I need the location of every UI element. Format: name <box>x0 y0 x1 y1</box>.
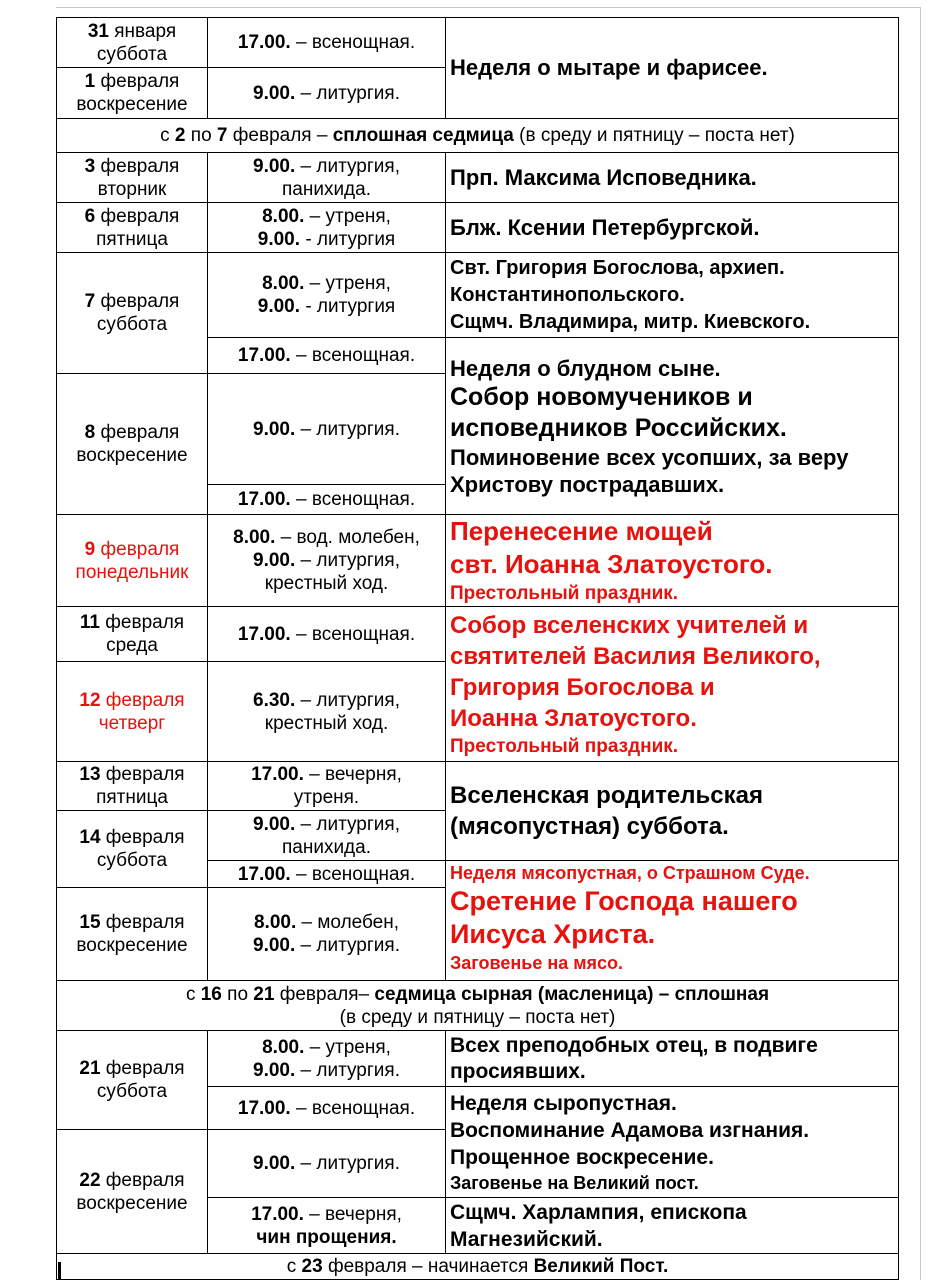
page-right-edge <box>920 7 921 1280</box>
time-cell: 17.00. – всенощная. <box>208 1087 446 1130</box>
time-cell: 17.00. – вечерня, чин прощения. <box>208 1198 446 1254</box>
time-cell: 9.00. – литургия. <box>208 68 446 119</box>
time-cell: 8.00. – молебен, 9.00. – литургия. <box>208 888 446 981</box>
table-row <box>57 203 899 253</box>
date-cell: 22 февраля воскресение <box>57 1130 208 1254</box>
event-cell: Прп. Максима Исповедника. <box>446 153 899 203</box>
date-cell: 8 февраля воскресение <box>57 374 208 515</box>
table-row <box>57 153 899 203</box>
date-cell: 15 февраля воскресение <box>57 888 208 981</box>
table-row <box>57 253 899 338</box>
table-row <box>57 1031 899 1087</box>
date-cell: 3 февраля вторник <box>57 153 208 203</box>
time-cell: 17.00. – всенощная. <box>208 485 446 515</box>
date-cell: 31 января суббота <box>57 18 208 68</box>
event-cell: Свт. Григория Богослова, архиеп. Константинопольского. Сщмч. Владимира, митр. Киевского. <box>446 253 899 338</box>
page-top-edge <box>56 7 920 8</box>
time-cell: 9.00. – литургия, панихида. <box>208 153 446 203</box>
time-cell: 9.00. – литургия, панихида. <box>208 811 446 861</box>
feast-cell: Перенесение мощей свт. Иоанна Златоустого. Престольный праздник. <box>446 515 899 607</box>
date-cell: 11 февраля среда <box>57 607 208 662</box>
event-cell: Всех преподобных отец, в подвиге просиявших. <box>446 1031 899 1087</box>
feast-cell: Неделя мясопустная, о Страшном Суде. Сретение Господа нашего Иисуса Христа. Заговенье на мясо. <box>446 861 899 981</box>
week-note-row <box>57 119 899 153</box>
time-cell: 9.00. – литургия. <box>208 1130 446 1198</box>
event-cell: Неделя о мытаре и фарисее. <box>446 18 899 119</box>
time-cell: 17.00. – всенощная. <box>208 607 446 662</box>
time-cell: 6.30. – литургия, крестный ход. <box>208 662 446 762</box>
week-note: с 16 по 21 февраля– седмица сырная (масленица) – сплошная (в среду и пятницу – поста нет) <box>57 981 899 1031</box>
event-cell: Неделя сыропустная. Воспоминание Адамова изгнания. Прощенное воскресение. Заговенье на Великий пост. <box>446 1087 899 1198</box>
event-cell: Вселенская родительская (мясопустная) суббота. <box>446 762 899 861</box>
event-cell: Сщмч. Харлампия, епископа Магнезийский. <box>446 1198 899 1254</box>
time-cell: 8.00. – утреня, 9.00. – литургия. <box>208 1031 446 1087</box>
week-note: с 23 февраля – начинается Великий Пост. <box>57 1254 899 1280</box>
date-cell: 21 февраля суббота <box>57 1031 208 1130</box>
time-cell: 17.00. – всенощная. <box>208 338 446 374</box>
event-cell: Неделя о блудном сыне. Собор новомучеников и исповедников Российских. Поминовение всех усопших, за веру Христову пострадавших. <box>446 338 899 515</box>
table-row <box>57 762 899 811</box>
schedule-table <box>56 17 899 1280</box>
table-row <box>57 515 899 607</box>
table-row <box>57 18 899 68</box>
feast-cell: Собор вселенских учителей и святителей Василия Великого, Григория Богослова и Иоанна Златоустого. Престольный праздник. <box>446 607 899 762</box>
time-cell: 17.00. – вечерня, утреня. <box>208 762 446 811</box>
date-cell: 13 февраля пятница <box>57 762 208 811</box>
date-cell: 14 февраля суббота <box>57 811 208 888</box>
date-cell: 7 февраля суббота <box>57 253 208 374</box>
date-cell: 6 февраля пятница <box>57 203 208 253</box>
date-cell: 12 февраля четверг <box>57 662 208 762</box>
table-row <box>57 607 899 662</box>
time-cell: 9.00. – литургия. <box>208 374 446 485</box>
event-cell: Блж. Ксении Петербургской. <box>446 203 899 253</box>
time-cell: 8.00. – утреня, 9.00. - литургия <box>208 203 446 253</box>
time-cell: 17.00. – всенощная. <box>208 861 446 888</box>
time-cell: 8.00. – вод. молебен, 9.00. – литургия, крестный ход. <box>208 515 446 607</box>
time-cell: 17.00. – всенощная. <box>208 18 446 68</box>
week-note-row <box>57 1254 899 1280</box>
week-note-row <box>57 981 899 1031</box>
week-note: с 2 по 7 февраля – сплошная седмица (в среду и пятницу – поста нет) <box>57 119 899 153</box>
date-cell: 9 февраля понедельник <box>57 515 208 607</box>
time-cell: 8.00. – утреня, 9.00. - литургия <box>208 253 446 338</box>
text-cursor <box>58 1262 61 1280</box>
date-cell: 1 февраля воскресение <box>57 68 208 119</box>
